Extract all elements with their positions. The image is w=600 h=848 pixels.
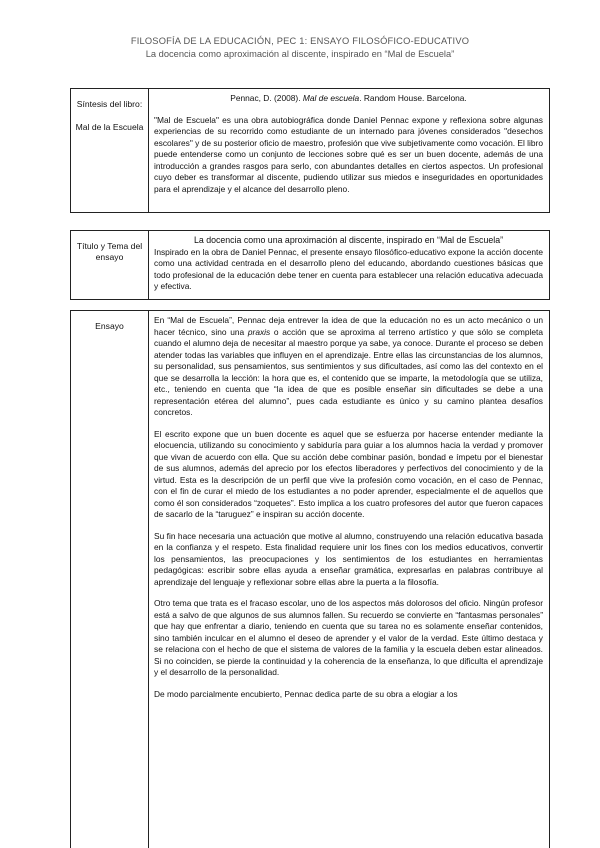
essay-theme-text: Inspirado en la obra de Daniel Pennac, el presente ensayo filosófico-educativo expone la acción docente como una actividad centrada en el desarrollo pleno del educando, abordando cuestiones básicas que todo profesional de la educación debe tener en cuenta para establecer una relación educativa adecuada y efectiva. [154, 246, 543, 291]
essay-content [149, 311, 549, 848]
essay-label: Ensayo [71, 311, 149, 848]
essay-box [70, 310, 550, 848]
ref-suffix: . Random House. Barcelona. [359, 93, 467, 103]
synopsis-label [71, 89, 149, 212]
synopsis-text: "Mal de Escuela" es una obra autobiográfica donde Daniel Pennac expone y reflexiona sobre algunas experiencias de su recorrido como estudiante de un internado para jóvenes considerados "desechos escolares" y de su posterior oficio de maestro, profesión que vive subjetivamente como vocación. El libro puede entenderse como un conjunto de lecciones sobre qué es ser un buen docente, además de una introducción a grandes rasgos para serlo, con abundantes detalles en ciertos aspectos. Un profesional cuyo deber es transformar al discente, pudiendo utilizar sus miedos e inseguridades en oportunidades para el aprendizaje y el alcance del desarrollo pleno. [154, 114, 543, 194]
synopsis-label-a: Síntesis del libro: [76, 99, 143, 109]
ref-prefix: Pennac, D. (2008). [230, 93, 303, 103]
synopsis-content [149, 89, 549, 212]
synopsis-box [70, 88, 550, 213]
essay-p1-part-b: o acción que se aproxima al terreno artístico y que sólo se completa cuando el alumno deja de necesitar al maestro porque ya sabe, ya conoce. Durante el proceso se deben atender todas las variables que influyen en el aprendizaje. Entre ellas las circunstancias de los alumnos, su personalidad, sus pensamientos, sus sentimientos y sus dificultades, así como las del contexto en el que se desarrolla la lección: la hora que es, el contenido que se imparte, la metodología que se utiliza, etc., teniendo en cuenta que “la idea de que es posible enseñar sin dificultades se debe a una representación etérea del alumno”, pues cada estudiante es único y su camino plantea desafíos concretos. [154, 326, 543, 417]
title-theme-label: Título y Tema del ensayo [71, 231, 149, 299]
title-theme-box [70, 230, 550, 300]
document-subtitle: La docencia como aproximación al discente, inspirado en “Mal de Escuela” [145, 49, 455, 59]
essay-paragraph-4: Otro tema que trata es el fracaso escolar, uno de los aspectos más dolorosos del oficio. Ningún profesor está a salvo de que algunos de sus alumnos fallen. Su recuerdo se convierte en “fantasmas personales” que hay que enfrentar a diario, teniendo en cuenta que su tarea no es solamente enseñar contenidos, sino también inculcar en el alumno el deseo de aprender y el valor de la verdad. Este último destaca y se relaciona con el hecho de que el sistema de valores de la familia y la escuela deben estar alineados. Si no coinciden, se pierde la continuidad y la coherencia de la enseñanza, lo que dificulta el aprendizaje y el desarrollo de la personalidad. [154, 598, 543, 677]
essay-paragraph-3: Su fin hace necesaria una actuación que motive al alumno, construyendo una relación educativa basada en la confianza y el respeto. Esta finalidad requiere unir los fines con los medios educativos, convertir los pensamientos, las preocupaciones y los sentimientos de los estudiantes en herramientas pedagógicas: escribir sobre ellas ayuda a enseñar gramática, expresarlas en palabras contribuye al aprendizaje del lenguaje y reflexionar sobre ellas abre la puerta a la filosofía. [154, 530, 543, 587]
title-theme-content [149, 231, 549, 299]
book-reference [154, 93, 543, 105]
essay-paragraph-2: El escrito expone que un buen docente es aquel que se esfuerza por hacerse entender mediante la elocuencia, utilizando su conocimiento y sabiduría para guiar a los alumnos hacia la verdad y promover que vivan de acuerdo con ella. Que su acción debe combinar pasión, bondad e ímpetu por el bienestar de sus alumnos, además del aprecio por los efectos liberadores y perfectivos del conocimiento y de la virtud. Esta es la descripción de un perfil que vive la profesión como vocación, en el caso de Pennac, con el fin de curar el miedo de los estudiantes a no poder aprender, especialmente el de aquellos que como él son considerados “zoquetes”. Esto implica a los cuatro profesores del autor que fueron capaces de sacarlo de la “taruguez” e inspiran su acción docente. [154, 428, 543, 519]
essay-title: La docencia como una aproximación al discente, inspirado en “Mal de Escuela” [193, 235, 504, 245]
synopsis-label-b: Mal de la Escuela [75, 122, 144, 132]
essay-p1-emphasis: praxis [247, 326, 271, 337]
essay-paragraph-1 [154, 315, 543, 419]
document-title: FILOSOFÍA DE LA EDUCACIÓN, PEC 1: ENSAYO FILOSÓFICO-EDUCATIVO [130, 36, 470, 46]
page-header [0, 36, 600, 59]
essay-paragraph-5: De modo parcialmente encubierto, Pennac dedica parte de su obra a elogiar a los [154, 688, 458, 699]
ref-title: Mal de escuela [302, 93, 360, 103]
essay-p1-part-a: En “Mal de Escuela”, Pennac deja entrever la idea de que la educación no es un acto mecánico o un hacer técnico, sino una [154, 315, 543, 337]
